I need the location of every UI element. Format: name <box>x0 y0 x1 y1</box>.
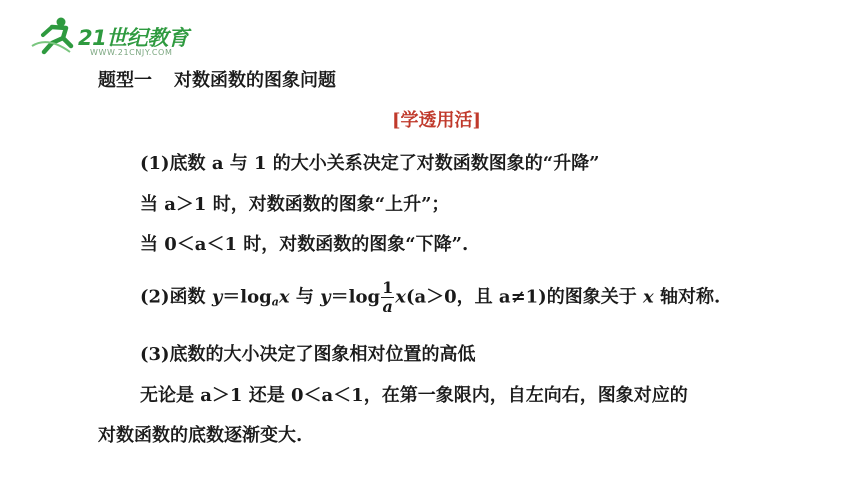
fraction-one-over-a <box>381 280 394 315</box>
section-title <box>98 72 336 90</box>
para2-x2: x <box>395 286 406 308</box>
para2-post2: 轴对称. <box>653 286 721 308</box>
para2-y1: y <box>211 286 223 308</box>
logo-name: 21世纪教育 <box>78 26 189 50</box>
para2-post1: 的图象关于 <box>546 286 643 308</box>
frac-num: 1 <box>382 278 394 297</box>
brand-logo <box>30 12 200 62</box>
title-part1: 题型一 <box>98 70 152 91</box>
para3-line1: (3)底数的大小决定了图象相对位置的高低 <box>140 344 476 365</box>
para3-line2: 无论是 a＞1 还是 0＜a＜1，在第一象限内，自左向右，图象对应的 <box>140 385 688 406</box>
para2-y2: y <box>320 286 331 308</box>
para2-x1: x <box>278 286 290 308</box>
frac-den: a <box>382 297 393 316</box>
para2-axis: x <box>642 286 654 308</box>
subheading: [学透用活] <box>392 110 482 131</box>
para1-line2: 当 a＞1 时，对数函数的图象“上升”； <box>140 194 450 215</box>
title-part2: 对数函数的图象问题 <box>174 70 336 91</box>
para2-line <box>140 280 720 315</box>
para2-cond: (a＞0，且 a≠1) <box>405 286 547 308</box>
para2-eq2: ＝log <box>330 286 381 308</box>
logo-url: WWW.21CNJY.COM <box>90 48 173 57</box>
runner-icon <box>30 16 78 56</box>
para1-line1: (1)底数 a 与 1 的大小关系决定了对数函数图象的“升降” <box>140 153 600 174</box>
para2-base-a: a <box>271 295 279 309</box>
para2-mid: 与 <box>289 286 321 308</box>
para2-pre: (2)函数 <box>140 286 212 308</box>
para1-line3: 当 0＜a＜1 时，对数函数的图象“下降”. <box>140 234 469 255</box>
para2-eq1: ＝log <box>222 286 272 308</box>
para3-line3: 对数函数的底数逐渐变大. <box>98 425 303 446</box>
